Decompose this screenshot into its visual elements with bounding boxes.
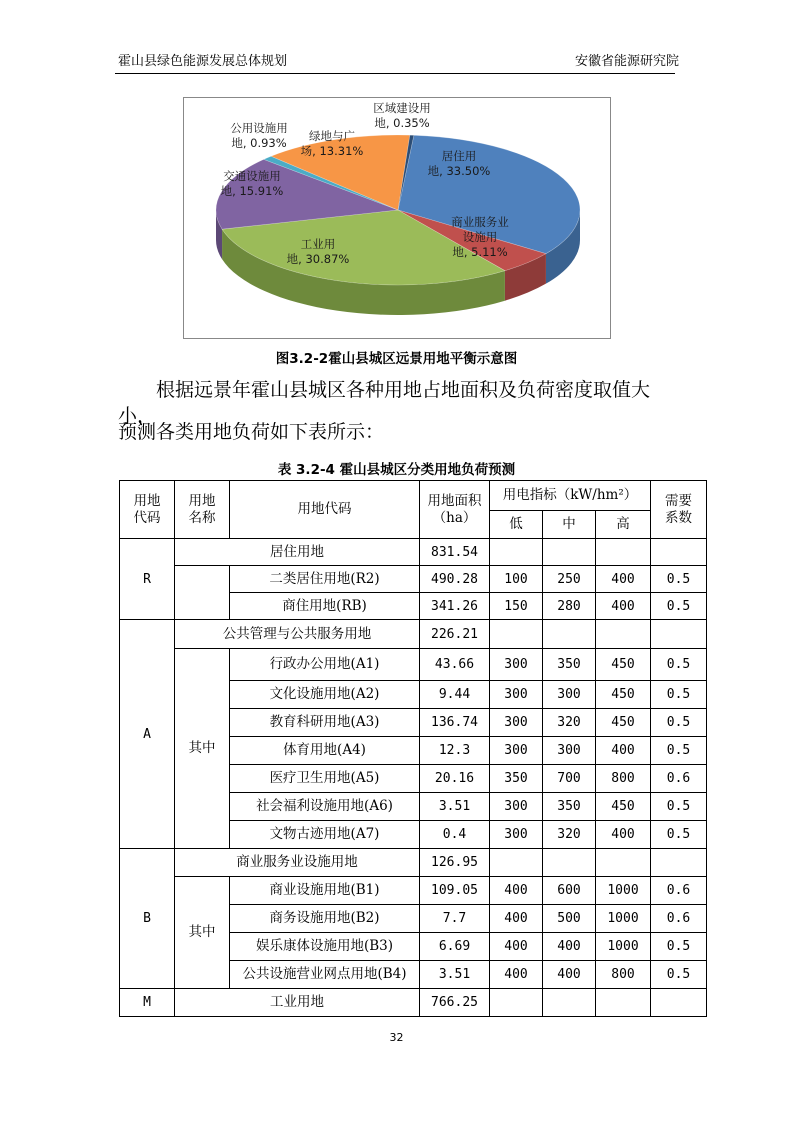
row-mid: 320 [543,709,596,737]
row-area: 126.95 [420,849,490,877]
row-name: 商务设施用地(B2) [230,905,420,933]
row-area: 831.54 [420,539,490,566]
pie-slice-label: 公用设施用地, 0.93% [230,121,288,150]
land-load-table [119,480,707,1017]
row-area: 6.69 [420,933,490,961]
row-factor: 0.5 [651,821,707,849]
header-code: 用地代码 [120,481,175,539]
pie-slice-label: 商业服务业设施用地, 5.11% [451,215,509,259]
row-high: 450 [596,681,651,709]
table-row [120,566,707,593]
header-high: 高 [596,511,651,539]
row-mid: 300 [543,681,596,709]
pie-chart [183,97,611,339]
row-low: 300 [490,737,543,765]
row-name: 文化设施用地(A2) [230,681,420,709]
row-low: 300 [490,821,543,849]
row-high: 1000 [596,905,651,933]
table-row [120,539,707,566]
row-name: 居住用地 [175,539,420,566]
paragraph-line-1: 根据远景年霍山县城区各种用地占地面积及负荷密度取值大小， [118,379,651,427]
row-name: 行政办公用地(A1) [230,649,420,681]
row-name: 教育科研用地(A3) [230,709,420,737]
row-mid: 400 [543,933,596,961]
row-low: 300 [490,709,543,737]
row-high: 450 [596,649,651,681]
pie-slice-label: 居住用地, 33.50% [427,149,491,178]
figure-caption: 图3.2-2霍山县城区远景用地平衡示意图 [275,351,518,367]
row-mid: 250 [543,566,596,593]
header-low: 低 [490,511,543,539]
row-factor: 0.5 [651,793,707,821]
row-name: 体育用地(A4) [230,737,420,765]
row-low: 150 [490,593,543,620]
row-factor: 0.5 [651,566,707,593]
row-mid: 350 [543,649,596,681]
row-low: 400 [490,961,543,989]
header-title: 霍山县绿色能源发展总体规划 [118,54,288,69]
row-high: 1000 [596,877,651,905]
row-low: 300 [490,649,543,681]
row-low: 300 [490,681,543,709]
header-landcode: 用地代码 [230,481,420,539]
group-code-b: B [120,849,175,989]
row-high: 400 [596,737,651,765]
row-mid: 500 [543,905,596,933]
table-row [120,877,707,905]
row-factor: 0.5 [651,593,707,620]
row-area: 109.05 [420,877,490,905]
row-name: 文物古迹用地(A7) [230,821,420,849]
row-area: 3.51 [420,961,490,989]
row-area: 7.7 [420,905,490,933]
row-area: 20.16 [420,765,490,793]
row-name: 公共管理与公共服务用地 [175,620,420,649]
row-area: 490.28 [420,566,490,593]
row-name: 公共设施营业网点用地(B4) [230,961,420,989]
header-area: 用地面积（ha） [420,481,490,539]
row-name: 医疗卫生用地(A5) [230,765,420,793]
row-factor: 0.6 [651,877,707,905]
group-sub-b: 其中 [175,877,230,989]
row-high: 400 [596,821,651,849]
row-low: 350 [490,765,543,793]
row-area: 9.44 [420,681,490,709]
row-low: 400 [490,933,543,961]
row-low: 400 [490,905,543,933]
row-factor: 0.5 [651,681,707,709]
row-mid: 320 [543,821,596,849]
row-area: 0.4 [420,821,490,849]
pie-top-faces [216,135,580,285]
row-mid: 600 [543,877,596,905]
table-row [120,849,707,877]
row-factor: 0.5 [651,737,707,765]
header-mid: 中 [543,511,596,539]
row-mid: 300 [543,737,596,765]
row-name: 商业设施用地(B1) [230,877,420,905]
row-high: 800 [596,961,651,989]
row-low: 100 [490,566,543,593]
row-mid: 350 [543,793,596,821]
table-row [120,620,707,649]
row-name: 娱乐康体设施用地(B3) [230,933,420,961]
row-area: 12.3 [420,737,490,765]
group-sub-r [175,566,230,620]
row-area: 3.51 [420,793,490,821]
row-area: 341.26 [420,593,490,620]
row-name: 二类居住用地(R2) [230,566,420,593]
row-high: 450 [596,709,651,737]
header-organization: 安徽省能源研究院 [574,54,679,69]
row-factor: 0.5 [651,709,707,737]
table-row [120,989,707,1017]
table-row [120,649,707,681]
header-factor: 需要系数 [651,481,707,539]
group-code-a: A [120,620,175,849]
group-code-r: R [120,539,175,620]
row-high: 400 [596,566,651,593]
pie-slice-label: 绿地与广场, 13.31% [300,129,364,158]
row-area: 226.21 [420,620,490,649]
row-mid: 400 [543,961,596,989]
group-sub-a: 其中 [175,649,230,849]
paragraph-line-2: 预测各类用地负荷如下表所示： [118,421,385,443]
group-code-m: M [120,989,175,1017]
row-name: 社会福利设施用地(A6) [230,793,420,821]
page-number: 32 [389,1031,404,1044]
row-name: 商住用地(RB) [230,593,420,620]
row-high: 400 [596,593,651,620]
pie-slice-label: 工业用地, 30.87% [286,237,350,266]
row-mid: 280 [543,593,596,620]
row-name: 工业用地 [175,989,420,1017]
row-factor: 0.5 [651,649,707,681]
row-low: 300 [490,793,543,821]
table-caption: 表 3.2-4 霍山县城区分类用地负荷预测 [277,462,516,478]
row-area: 766.25 [420,989,490,1017]
row-mid: 700 [543,765,596,793]
row-high: 450 [596,793,651,821]
pie-chart-svg [184,98,612,340]
header-divider [115,73,675,74]
row-factor: 0.6 [651,765,707,793]
row-factor: 0.5 [651,961,707,989]
pie-slice-label: 区域建设用地, 0.35% [373,101,431,130]
row-high: 800 [596,765,651,793]
row-factor: 0.5 [651,933,707,961]
header-index: 用电指标（kW/hm²） [490,481,651,511]
row-low: 400 [490,877,543,905]
row-name: 商业服务业设施用地 [175,849,420,877]
row-high: 1000 [596,933,651,961]
row-factor: 0.6 [651,905,707,933]
pie-slice-label: 交通设施用地, 15.91% [220,169,284,198]
header-name: 用地名称 [175,481,230,539]
row-area: 136.74 [420,709,490,737]
row-area: 43.66 [420,649,490,681]
